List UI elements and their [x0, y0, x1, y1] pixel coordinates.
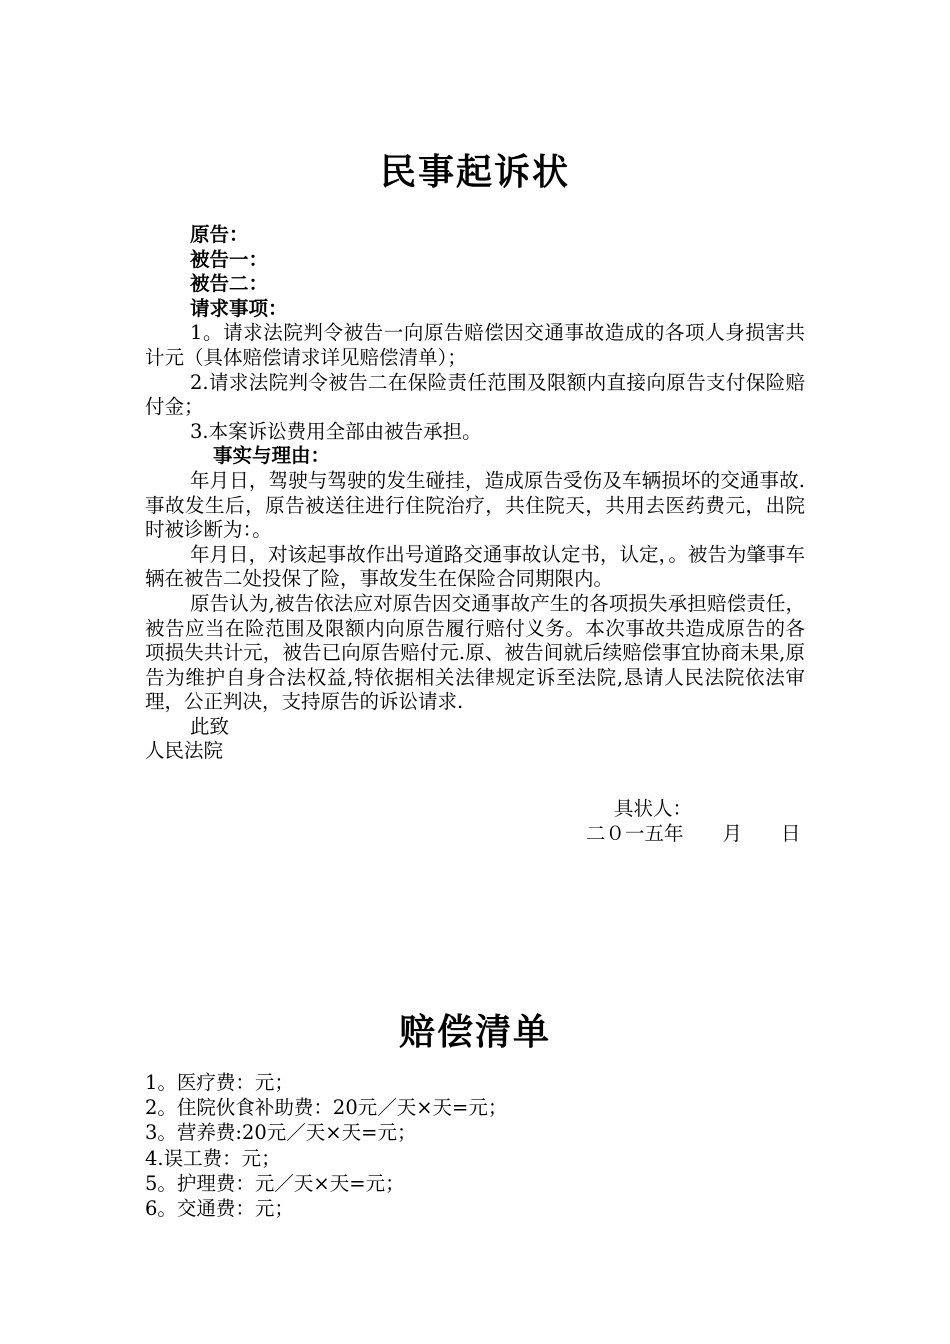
compensation-item: 6。交通费：元； — [145, 1197, 294, 1221]
claim-item-2: 2.请求法院判令被告二在保险责任范围及限额内直接向原告支付保险赔付金； — [145, 370, 805, 419]
closing-phrase: 此致 — [190, 714, 230, 738]
court-name: 人民法院 — [145, 739, 224, 763]
compensation-item: 1。医疗费：元； — [145, 1071, 294, 1094]
compensation-item: 4.误工费：元； — [145, 1146, 281, 1170]
claims-heading: 请求事项： — [190, 296, 288, 320]
compensation-item: 5。护理费：元／天×天=元； — [145, 1171, 405, 1195]
compensation-list — [145, 1070, 805, 1221]
claim-item-1: 1。请求法院判令被告一向原告赔偿因交通事故造成的各项人身损害共计元（具体赔偿请求详见赔偿清单）； — [145, 321, 805, 369]
facts-paragraph-3: 原告认为,被告依法应对原告因交通事故产生的各项损失承担赔偿责任，被告应当在险范围及限额内向原告履行赔付义务。本次事故共造成原告的各项损失共计元，被告已向原告赔付元.原、被告间就后续赔偿事宜协商未果,原告为维护自身合法权益,特依据相关法律规定诉至法院,恳请人民法院依法审理，公正判决，支持原告的诉讼请求. — [145, 591, 805, 714]
compensation-title: 赔偿清单 — [398, 1011, 551, 1053]
complaint-title: 民事起诉状 — [379, 151, 570, 193]
compensation-item: 3。营养费:20元／天×天=元； — [145, 1121, 417, 1145]
facts-heading: 事实与理由： — [213, 444, 331, 468]
plaintiff-label: 原告： — [190, 223, 249, 246]
compensation-item: 2。住院伙食补助费：20元／天×天=元； — [145, 1096, 508, 1120]
defendant1-label: 被告一： — [190, 247, 269, 271]
complaint-body — [145, 223, 805, 764]
defendant2-label: 被告二： — [190, 272, 269, 296]
signer-label: 具状人： — [614, 797, 693, 820]
facts-paragraph-1: 年月日，驾驶与驾驶的发生碰挂，造成原告受伤及车辆损坏的交通事故.事故发生后，原告被送往进行住院治疗，共住院天，共用去医药费元，出院时被诊断为：。 — [145, 468, 805, 542]
claim-item-3: 3.本案诉讼费用全部由被告承担。 — [190, 419, 482, 443]
signature-date: 二０一五年 月 日 — [586, 822, 801, 845]
facts-paragraph-2: 年月日，对该起事故作出号道路交通事故认定书，认定，。被告为肇事车辆在被告二处投保了险，事故发生在保险合同期限内。 — [145, 542, 805, 591]
